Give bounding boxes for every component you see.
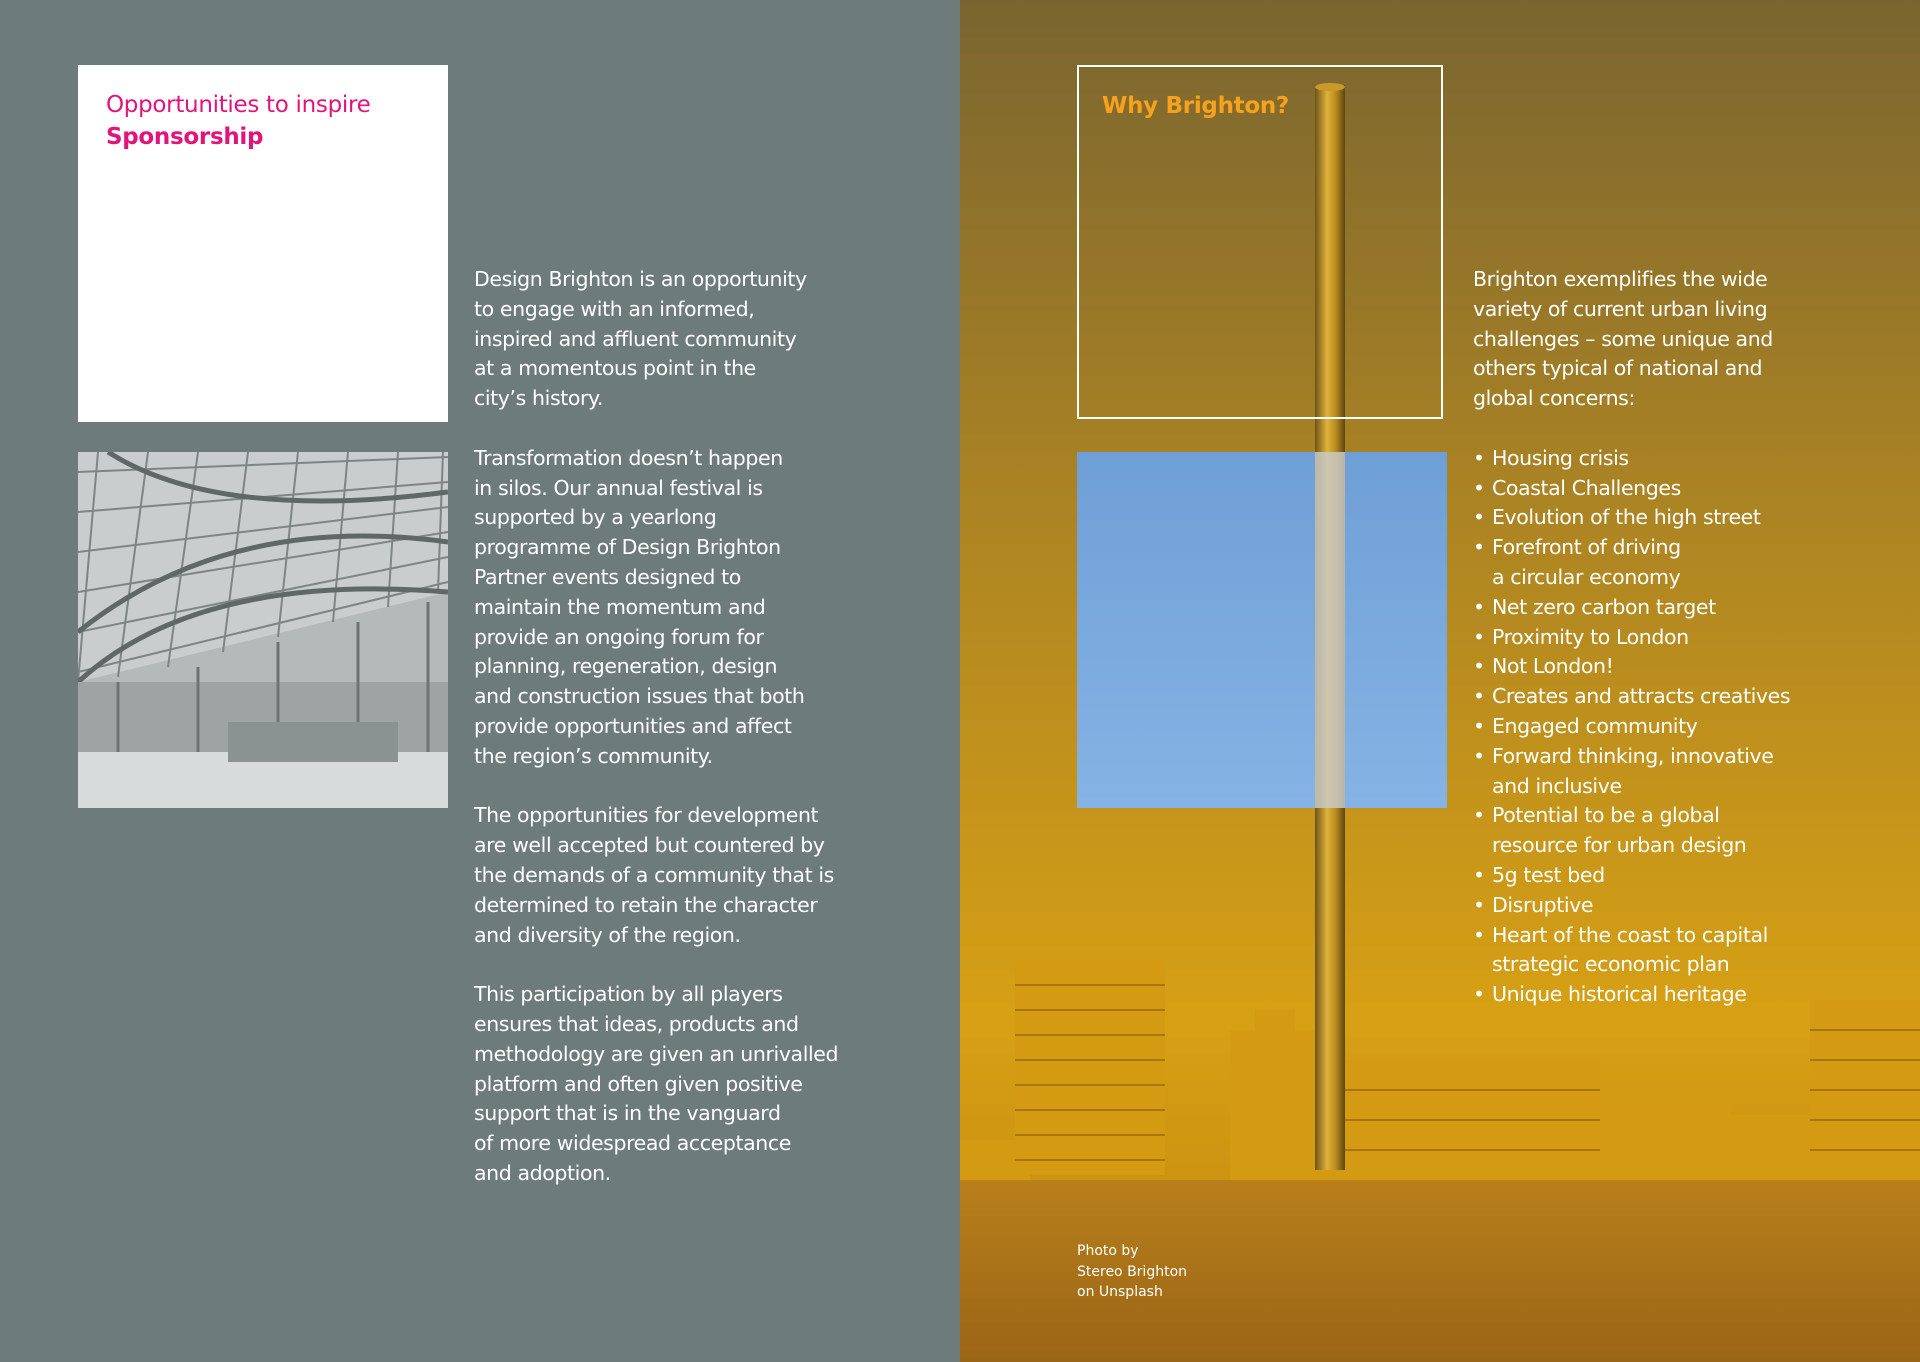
left-body-text [474, 265, 874, 1219]
list-item: • Engaged community [1473, 712, 1873, 742]
reasons-list [1473, 444, 1873, 1010]
title-box [78, 65, 448, 422]
photo-credit: Photo by Stereo Brighton on Unsplash [1077, 1243, 1188, 1300]
list-item: • Proximity to London [1473, 623, 1873, 653]
list-item: • Housing crisis [1473, 444, 1873, 474]
list-item: • Net zero carbon target [1473, 593, 1873, 623]
list-item: • Unique historical heritage [1473, 980, 1873, 1010]
list-item: • Heart of the coast to capital strategic economic plan [1473, 921, 1873, 981]
list-item: • Forward thinking, innovative and inclusive [1473, 742, 1873, 802]
list-item: • Evolution of the high street [1473, 503, 1873, 533]
right-page [960, 0, 1920, 1362]
right-body-text [1473, 265, 1873, 1010]
why-heading: Why Brighton? [1102, 93, 1289, 119]
list-item: • Forefront of driving a circular economy [1473, 533, 1873, 593]
paragraph-opportunities: The opportunities for development are well accepted but countered by the demands of a community that is determined to retain the character and diversity of the region. [474, 803, 834, 947]
list-item: • 5g test bed [1473, 861, 1873, 891]
why-intro: Brighton exemplifies the wide variety of current urban living challenges – some unique and others typical of national and global concerns: [1473, 267, 1773, 411]
section-heading: Opportunities to inspire [106, 92, 371, 118]
list-item: • Potential to be a global resource for urban design [1473, 801, 1873, 861]
list-item: • Disruptive [1473, 891, 1873, 921]
section-subheading: Sponsorship [106, 124, 264, 150]
list-item: • Coastal Challenges [1473, 474, 1873, 504]
paragraph-participation: This participation by all players ensures that ideas, products and methodology are given an unrivalled platform and often given positive support that is in the vanguard of more widespread acceptance and adoption. [474, 982, 839, 1185]
station-roof-illustration [78, 452, 448, 808]
paragraph-transformation: Transformation doesn’t happen in silos. Our annual festival is supported by a yearlong programme of Design Brighton Partner events designed to maintain the momentum and provide an ongoing forum for planning, regeneration, design and construction issues that both provide opportunities and affect the region’s community. [474, 445, 805, 768]
paragraph-intro: Design Brighton is an opportunity to engage with an informed, inspired and affluent community at a momentous point in the city’s history. [474, 267, 807, 411]
list-item: • Not London! [1473, 652, 1873, 682]
list-item: • Creates and attracts creatives [1473, 682, 1873, 712]
station-roof-photo [78, 452, 448, 808]
